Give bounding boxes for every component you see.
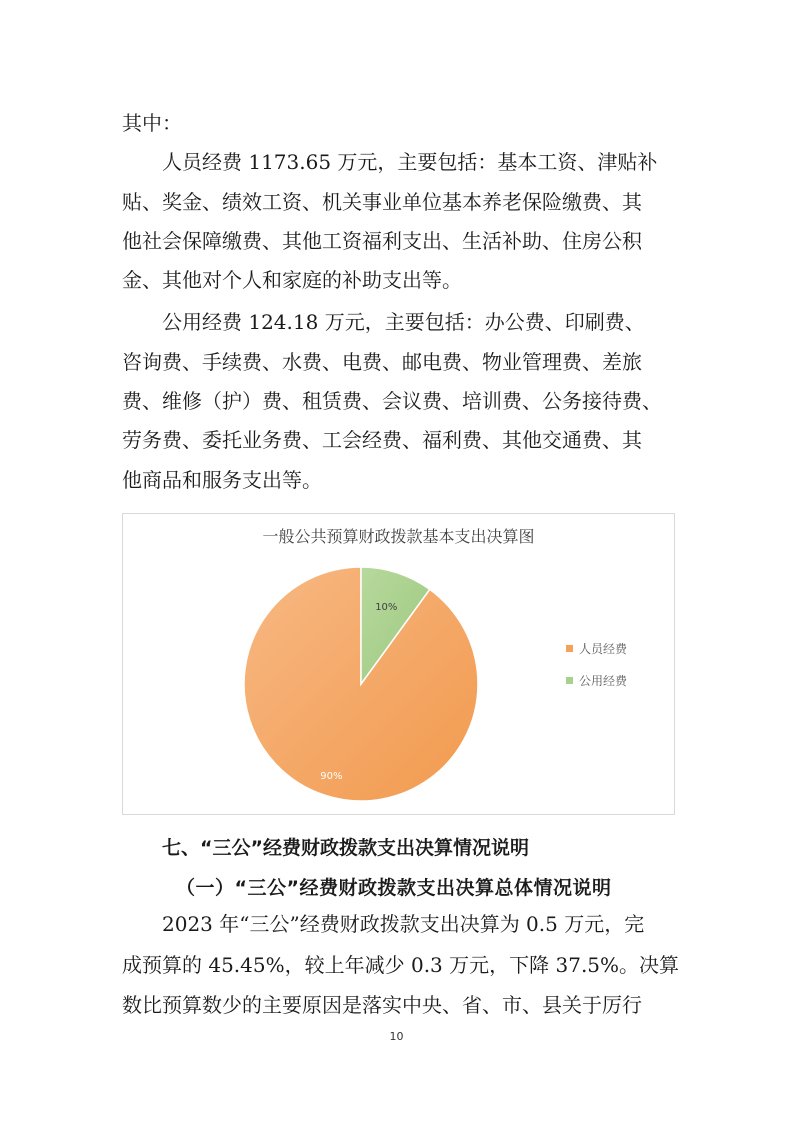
public-line-1: 公用经费 124.18 万元，主要包括：办公费、印刷费、: [162, 310, 645, 334]
personnel-line-1: 人员经费 1173.65 万元，主要包括：基本工资、津贴补: [162, 150, 658, 174]
legend-item-0: [566, 640, 627, 657]
public-line-4: 劳务费、委托业务费、工会经费、福利费、其他交通费、其: [122, 428, 642, 452]
section-subheading: （一）“三公”经费财政拨款支出决算总体情况说明: [176, 877, 612, 899]
pie-chart: [122, 513, 675, 815]
section-body-line-3: 数比预算数少的主要原因是落实中央、省、市、县关于厉行: [122, 993, 642, 1017]
page-number: 10: [389, 1030, 404, 1043]
legend-label-0: 人员经费: [579, 642, 628, 656]
personnel-line-3: 他社会保障缴费、其他工资福利支出、生活补助、住房公积: [122, 229, 642, 253]
legend-swatch-0: [566, 645, 573, 652]
public-line-3: 费、维修（护）费、租赁费、会议费、培训费、公务接待费、: [122, 389, 662, 413]
legend-item-1: [566, 672, 627, 689]
section-body-line-2: 成预算的 45.45%，较上年减少 0.3 万元，下降 37.5%。决算: [122, 953, 680, 977]
chart-title: 一般公共预算财政拨款基本支出决算图: [262, 527, 535, 546]
legend-swatch-1: [566, 677, 573, 684]
personnel-line-2: 贴、奖金、绩效工资、机关事业单位基本养老保险缴费、其: [122, 190, 642, 214]
section-body-line-1: 2023 年“三公”经费财政拨款支出决算为 0.5 万元，完: [162, 912, 645, 936]
pie-svg: [123, 514, 674, 814]
legend-label-1: 公用经费: [579, 674, 628, 688]
public-line-5: 他商品和服务支出等。: [122, 468, 322, 492]
paragraph-intro: 其中：: [122, 111, 182, 135]
section-heading: 七、“三公”经费财政拨款支出决算情况说明: [162, 837, 529, 859]
pie-data-label-0: 90%: [320, 771, 343, 783]
public-line-2: 咨询费、手续费、水费、电费、邮电费、物业管理费、差旅: [122, 350, 642, 374]
pie-data-label-1: 10%: [375, 602, 398, 614]
personnel-line-4: 金、其他对个人和家庭的补助支出等。: [122, 268, 462, 292]
